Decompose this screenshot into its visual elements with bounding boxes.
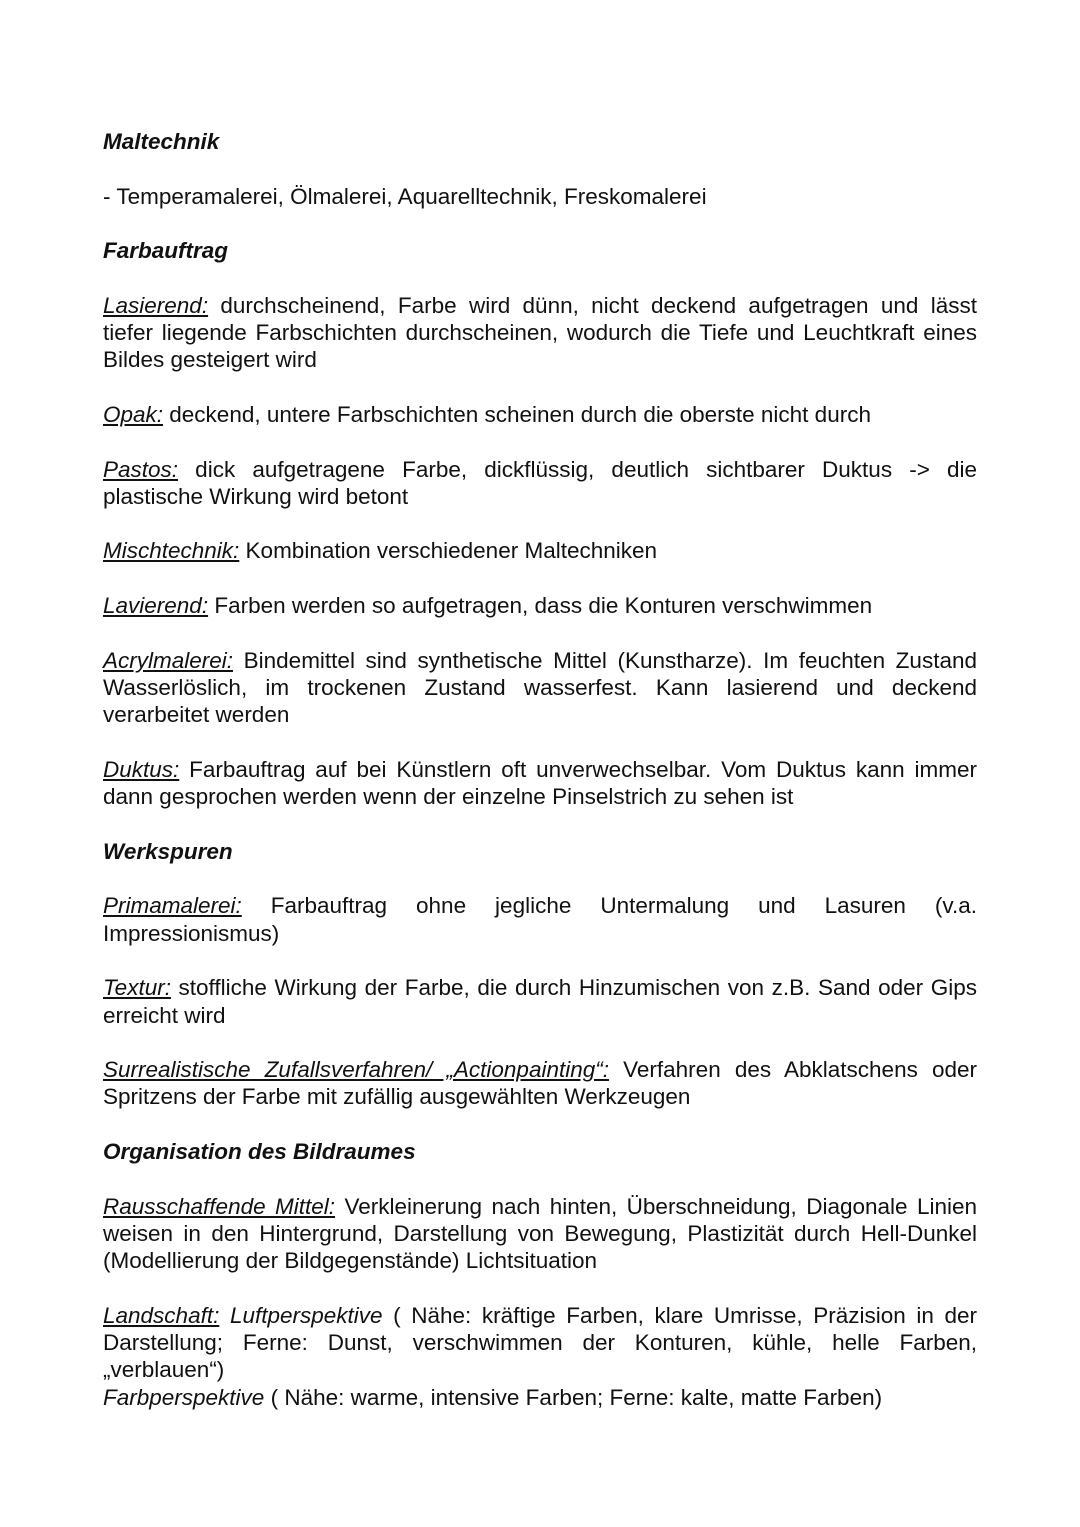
- definition-raumschaffende-mittel: Verkleinerung nach hinten, Überschneidung, Diagonale Linien weisen in den Hintergrund, Darstellung von Bewegung, Plastizität durch Hell-Dunkel (Modellierung der Bildgegenstände) Lichtsituation: [103, 1193, 978, 1274]
- maltechnik-list: - Temperamalerei, Ölmalerei, Aquarelltechnik, Freskomalerei: [103, 183, 707, 209]
- term-lasierend: Lasierend:: [103, 292, 209, 318]
- heading-maltechnik: Maltechnik: [103, 129, 220, 154]
- entry-pastos: [103, 456, 977, 511]
- term-textur: Textur:: [103, 975, 171, 1001]
- term-landschaft: Landschaft:: [103, 1302, 220, 1328]
- heading-werkspuren: Werkspuren: [103, 838, 233, 864]
- entry-textur: [103, 974, 977, 1029]
- entry-landschaft: [103, 1302, 977, 1384]
- definition-lavierend: Farben werden so aufgetragen, dass die Konturen verschwimmen: [208, 593, 873, 619]
- entry-duktus: [103, 756, 977, 811]
- term-opak: Opak:: [103, 401, 164, 427]
- term-zufallsverfahren: Surrealistische Zufallsverfahren/ „Actionpainting“:: [103, 1057, 609, 1083]
- term-lavierend: Lavierend:: [103, 593, 209, 619]
- entry-primamalerei: [103, 892, 977, 947]
- entry-farbperspektive: [103, 1384, 977, 1411]
- definition-farbperspektive: ( Nähe: warme, intensive Farben; Ferne: kalte, matte Farben): [264, 1384, 883, 1410]
- term-primamalerei: Primamalerei:: [103, 893, 242, 919]
- term-pastos: Pastos:: [103, 456, 179, 482]
- definition-textur: stoffliche Wirkung der Farbe, die durch Hinzumischen von z.B. Sand oder Gips erreicht wird: [103, 975, 977, 1028]
- entry-mischtechnik: [103, 537, 977, 564]
- entry-opak: [103, 401, 977, 428]
- term-mischtechnik: Mischtechnik:: [103, 538, 240, 564]
- definition-pastos: dick aufgetragene Farbe, dickflüssig, deutlich sichtbarer Duktus -> die plastische Wirkung wird betont: [103, 456, 977, 509]
- subterm-farbperspektive: Farbperspektive: [103, 1384, 265, 1410]
- entry-lasierend: [103, 292, 977, 374]
- definition-mischtechnik: Kombination verschiedener Maltechniken: [239, 538, 658, 564]
- definition-duktus: Farbauftrag auf bei Künstlern oft unverwechselbar. Vom Duktus kann immer dann gesprochen werden wenn der einzelne Pinselstrich zu sehen ist: [103, 756, 977, 810]
- definition-lasierend: durchscheinend, Farbe wird dünn, nicht deckend aufgetragen und lässt tiefer liegende Farbschichten durchscheinen, wodurch die Tiefe und Leuchtkraft eines Bildes gesteigert wird: [103, 292, 977, 373]
- heading-bildraum: Organisation des Bildraumes: [103, 1138, 416, 1164]
- subterm-luftperspektive: Luftperspektive: [219, 1302, 383, 1328]
- term-raumschaffende-mittel: Rausschaffende Mittel:: [103, 1193, 336, 1219]
- definition-opak: deckend, untere Farbschichten scheinen durch die oberste nicht durch: [163, 401, 871, 427]
- document-body: [103, 128, 977, 1411]
- definition-zufallsverfahren: Verfahren des Abklatschens oder Spritzens der Farbe mit zufällig ausgewählten Werkzeugen: [103, 1057, 977, 1110]
- entry-acrylmalerei: [103, 647, 977, 729]
- entry-raumschaffende-mittel: [103, 1193, 977, 1275]
- definition-primamalerei: Farbauftrag ohne jegliche Untermalung und Lasuren (v.a. Impressionismus): [103, 893, 977, 946]
- heading-farbauftrag: Farbauftrag: [103, 238, 229, 264]
- term-duktus: Duktus:: [103, 756, 180, 782]
- definition-luftperspektive: ( Nähe: kräftige Farben, klare Umrisse, Präzision in der Darstellung; Ferne: Dunst, verschwimmen der Konturen, kühle, helle Farben, „verblauen“): [103, 1302, 977, 1383]
- entry-lavierend: [103, 592, 977, 619]
- entry-zufallsverfahren: [103, 1056, 977, 1111]
- term-acrylmalerei: Acrylmalerei:: [103, 647, 234, 673]
- definition-acrylmalerei: Bindemittel sind synthetische Mittel (Kunstharze). Im feuchten Zustand Wasserlöslich, im trockenen Zustand wasserfest. Kann lasierend und deckend verarbeitet werden: [103, 647, 977, 728]
